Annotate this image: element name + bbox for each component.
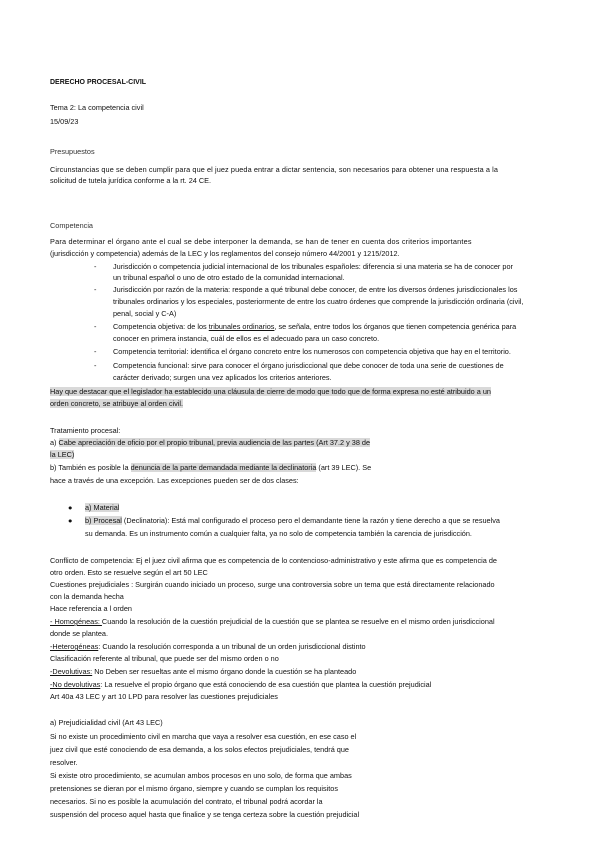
- highlighted-note-line-1: Hay que destacar que el legislador ha establecido una cláusula de cierre de modo que todo que de forma expresa no esté atribuido a un: [50, 387, 491, 396]
- tratamiento-item-2-line-1: b) Procesal (Declinatoria): Está mal configurado el proceso pero el demandante tiene la razón y tiene derecho a que se resuelva: [85, 516, 500, 525]
- competencia-item-4-line-1: Competencia territorial: identifica el órgano concreto entre los numerosos con competencia objetiva que hay en el territorio.: [113, 347, 511, 356]
- competencia-para-line-1: Para determinar el órgano ante el cual se debe interponer la demanda, se han de tener en cuenta dos criterios importantes: [50, 237, 472, 246]
- tratamiento-item-2-line-2: su demanda. Es un instrumento común a cualquier falta, ya no solo de competencia también la carencia de jurisdicción.: [85, 529, 472, 538]
- highlighted-text: denuncia de la parte demandada mediante la declinatoria: [130, 463, 317, 472]
- highlighted-note-line-2: orden concreto, se atribuye al orden civil.: [50, 399, 184, 408]
- prejudicialidad-line-2: juez civil que esté conociendo de esa demanda, a los solos efectos prejudiciales, tendrá que: [50, 745, 349, 754]
- prejudicialidad-line-7: suspensión del proceso aquel hasta que finalice y se tenga certeza sobre la cuestión prejudicial: [50, 810, 360, 819]
- highlighted-text: Cabe apreciación de oficio por el propio tribunal, previa audiencia de las partes (Art 37.2 y 38 de: [58, 438, 371, 447]
- competencia-item-2-line-1: Jurisdicción por razón de la materia: responde a qué tribunal debe conocer, de entre los diversos órdenes jurisdiccionales los: [113, 285, 518, 294]
- conflicto-line-4: con la demanda hecha: [50, 592, 124, 601]
- highlighted-text: a) Material: [85, 503, 120, 512]
- doc-title: DERECHO PROCESAL-CIVIL: [50, 79, 147, 86]
- underlined-term: tribunales ordinarios: [208, 322, 275, 331]
- conflicto-line-7: donde se plantea.: [50, 629, 109, 638]
- conflicto-line-10: -Devolutivas: No Deben ser resueltas ante el mismo órgano donde la cuestión se ha planteado: [50, 667, 357, 676]
- list-bullet: -: [94, 361, 97, 370]
- section-heading-prejudicialidad: a) Prejudicialidad civil (Art 43 LEC): [50, 718, 163, 727]
- section-heading-competencia: Competencia: [50, 221, 93, 230]
- prejudicialidad-line-3: resolver.: [50, 758, 78, 767]
- competencia-item-3-line-1: Competencia objetiva: de los tribunales ordinarios, se señala, entre todos los órganos que tienen competencia genérica para: [113, 322, 517, 331]
- tratamiento-b-line-2: hace a través de una excepción. Las excepciones pueden ser de dos clases:: [50, 476, 299, 485]
- section-heading-tratamiento: Tratamiento procesal:: [50, 426, 121, 435]
- list-bullet: -: [94, 262, 97, 271]
- section-heading-presupuestos: Presupuestos: [50, 147, 95, 156]
- competencia-item-1-line-2: un tribunal español o uno de otro estado de la comunidad internacional.: [113, 273, 345, 282]
- underlined-term: -Heterogéneas: [50, 642, 99, 651]
- bullet-dot-icon: ●: [68, 516, 73, 525]
- conflicto-line-9: Clasificación referente al tribunal, que puede ser del mismo orden o no: [50, 654, 279, 663]
- underlined-term: -No devolutivas: [50, 680, 101, 689]
- competencia-item-1-line-1: Jurisdicción o competencia judicial internacional de los tribunales españoles: diferencia si una materia se ha de conocer por: [113, 262, 513, 271]
- underlined-term: -Devolutivas:: [50, 667, 93, 676]
- prejudicialidad-line-6: necesarios. Si no es posible la acumulación del contrato, el tribunal podrá acordar la: [50, 797, 323, 806]
- presupuestos-line-2: solicitud de tutela jurídica conforme a la rt. 24 CE.: [50, 176, 212, 185]
- prejudicialidad-line-1: Si no existe un procedimiento civil en marcha que vaya a resolver esa cuestión, en ese caso el: [50, 732, 357, 741]
- tratamiento-item-1: [85, 503, 119, 512]
- doc-topic: Tema 2: La competencia civil: [50, 103, 144, 112]
- conflicto-line-11: -No devolutivas: La resuelve el propio órgano que está conociendo de esa cuestión que plantea la cuestión prejudicial: [50, 680, 432, 689]
- conflicto-line-1: Conflicto de competencia: Ej el juez civil afirma que es competencia de lo contencioso-administrativo y este afirma que es competencia de: [50, 556, 497, 565]
- list-bullet: -: [94, 347, 97, 356]
- prejudicialidad-line-4: Si existe otro procedimiento, se acumulan ambos procesos en uno solo, de forma que ambas: [50, 771, 352, 780]
- conflicto-line-5: Hace referencia a l orden: [50, 604, 132, 613]
- list-bullet: -: [94, 285, 97, 294]
- conflicto-line-2: otro orden. Esto se resuelve según el art 50 LEC: [50, 568, 208, 577]
- tratamiento-a-line-1: a) Cabe apreciación de oficio por el propio tribunal, previa audiencia de las partes (Art 37.2 y 38 de: [50, 438, 371, 447]
- competencia-item-5-line-1: Competencia funcional: sirve para conocer el órgano jurisdiccional que debe conocer de toda una serie de cuestiones de: [113, 361, 504, 370]
- tratamiento-a-line-2: [50, 450, 74, 459]
- conflicto-line-6: - Homogéneas: Cuando la resolución de la cuestión prejudicial de la cuestión que se plantea se resuelve en el mismo orden jurisdiccional: [50, 617, 495, 626]
- tratamiento-b-line-1: b) También es posible la denuncia de la parte demandada mediante la declinatoria (art 39 LEC). Se: [50, 463, 372, 472]
- underlined-term: - Homogéneas:: [50, 617, 102, 626]
- doc-date: 15/09/23: [50, 117, 79, 126]
- presupuestos-line-1: Circunstancias que se deben cumplir para que el juez pueda entrar a dictar sentencia, son necesarios para obtener una respuesta a la: [50, 165, 499, 174]
- conflicto-line-8: -Heterogéneas: Cuando la resolución corresponda a un tribunal de un orden jurisdiccional distinto: [50, 642, 366, 651]
- list-bullet: -: [94, 322, 97, 331]
- competencia-item-2-line-2: tribunales ordinarios y los especiales, posteriormente de entre los cuatro órdenes que comprende la jurisdicción ordinaria (civil,: [113, 297, 524, 306]
- competencia-item-2-line-3: penal, social y C-A): [113, 309, 177, 318]
- prejudicialidad-line-5: pretensiones se dieran por el mismo órgano, siempre y cuando se cumplan los requisitos: [50, 784, 338, 793]
- highlighted-text: la LEC): [50, 450, 75, 459]
- competencia-item-3-line-2: conocer en primera instancia, cuál de ellos es el adecuado para un caso concreto.: [113, 334, 380, 343]
- competencia-item-5-line-2: carácter derivado; surgen una vez aplicados los criterios anteriores.: [113, 373, 332, 382]
- bullet-dot-icon: ●: [68, 503, 73, 512]
- conflicto-line-12: Art 40a 43 LEC y art 10 LPD para resolver las cuestiones prejudiciales: [50, 692, 278, 701]
- highlighted-text: b) Procesal: [85, 516, 122, 525]
- conflicto-line-3: Cuestiones prejudiciales : Surgirán cuando iniciado un proceso, surge una controversia sobre un tema que está directamente relacionado: [50, 580, 495, 589]
- competencia-para-line-2: (jurisdicción y competencia) además de la LEC y los reglamentos del consejo número 44/2001 y 1215/2012.: [50, 249, 400, 258]
